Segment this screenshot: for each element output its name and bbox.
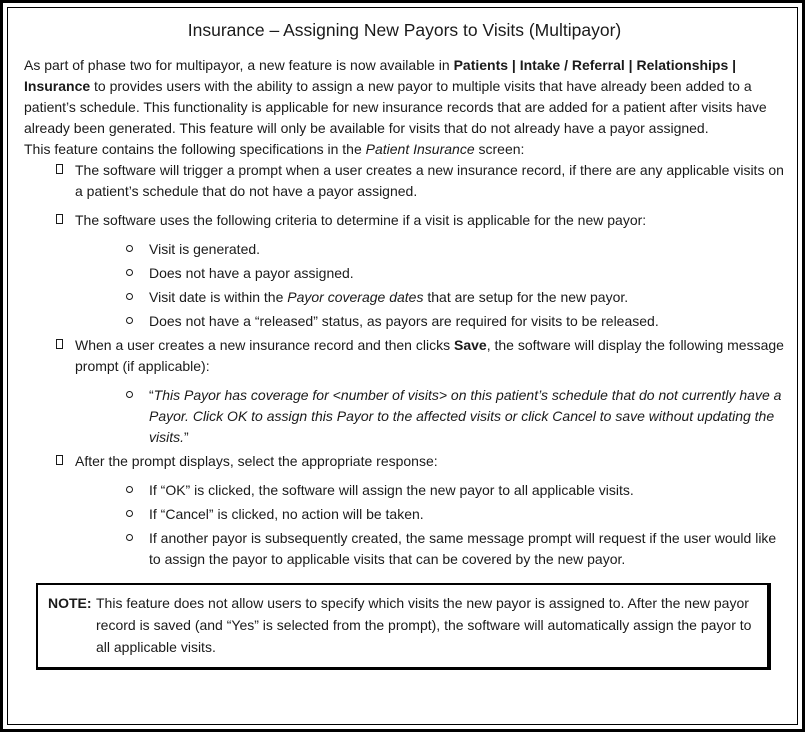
bullet-text — [149, 239, 785, 260]
text-segment: Save — [453, 337, 487, 353]
text-segment: Visit date is within the — [149, 289, 288, 305]
circle-bullet-icon — [126, 269, 133, 276]
bullet-text — [149, 263, 785, 284]
text-segment: Patient Insurance — [365, 141, 475, 157]
text-segment: When a user creates a new insurance record and then clicks — [75, 337, 454, 353]
bullet-glyph-column — [56, 210, 75, 231]
text-segment: The software will trigger a prompt when a user creates a new insurance record, if there are any applicable visits on a patient’s schedule that do not have a payor assigned. — [75, 162, 784, 199]
sub-bullet-item — [126, 287, 785, 308]
text-segment: This feature contains the following specifications in the — [24, 141, 366, 157]
note-box — [36, 583, 771, 670]
text-segment: ” — [184, 429, 189, 445]
circle-bullet-icon — [126, 510, 133, 517]
bullet-text — [75, 451, 785, 472]
bullet-glyph-column — [126, 263, 149, 284]
bullet-glyph-column — [126, 311, 149, 332]
bullet-glyph-column — [126, 385, 149, 448]
square-bullet-icon — [56, 339, 63, 349]
bullet-glyph-column — [126, 480, 149, 501]
circle-bullet-icon — [126, 245, 133, 252]
sub-bullet-item — [126, 385, 785, 448]
bullet-glyph-column — [126, 528, 149, 570]
bullet-item — [56, 160, 785, 202]
intro-paragraph — [24, 55, 785, 139]
bullet-text — [149, 385, 785, 448]
bullet-glyph-column — [56, 451, 75, 472]
note-text: This feature does not allow users to specify which visits the new payor is assigned to. After the new payor record is saved (and “Yes” is selected from the prompt), the software will automatically assign the payor to all applicable visits. — [96, 595, 752, 655]
sub-bullet-item — [126, 528, 785, 570]
text-segment: Patients | Intake / Referral | Relationships | Insurance — [24, 57, 737, 94]
sub-bullet-item — [126, 311, 785, 332]
sub-bullet-item — [126, 480, 785, 501]
circle-bullet-icon — [126, 486, 133, 493]
text-segment: This Payor has coverage for <number of visits> on this patient’s schedule that do not currently have a Payor. Click OK to assign this Payor to the affected visits or click Cancel to save without updating the visits. — [149, 387, 782, 445]
text-segment: to provides users with the ability to assign a new payor to multiple visits that have already been added to a patient’s schedule. This functionality is applicable for new insurance records that are added for a patient after visits have already been generated. This feature will only be available for visits that do not already have a payor assigned. — [24, 78, 767, 136]
spec-intro-paragraph — [24, 139, 785, 160]
spec-bullet-list — [24, 160, 785, 570]
bullet-glyph-column — [56, 160, 75, 202]
square-bullet-icon — [56, 455, 63, 465]
bullet-text — [149, 480, 785, 501]
bullet-glyph-column — [56, 335, 75, 377]
sub-bullet-item — [126, 504, 785, 525]
bullet-glyph-column — [126, 287, 149, 308]
bullet-glyph-column — [126, 504, 149, 525]
square-bullet-icon — [56, 164, 63, 174]
circle-bullet-icon — [126, 534, 133, 541]
bullet-text — [149, 528, 785, 570]
bullet-text — [149, 287, 785, 308]
square-bullet-icon — [56, 214, 63, 224]
text-segment: that are setup for the new payor. — [423, 289, 629, 305]
sub-bullet-item — [126, 239, 785, 260]
bullet-text — [75, 335, 785, 377]
circle-bullet-icon — [126, 293, 133, 300]
sub-bullet-item — [126, 263, 785, 284]
text-segment: As part of phase two for multipayor, a new feature is now available in — [24, 57, 454, 73]
text-segment: Payor coverage dates — [287, 289, 424, 305]
circle-bullet-icon — [126, 391, 133, 398]
text-segment: , the software will display the following message prompt (if applicable): — [75, 337, 784, 374]
bullet-item — [56, 335, 785, 377]
text-segment: “ — [149, 387, 154, 403]
text-segment: Visit is generated. — [149, 241, 261, 257]
page-title: Insurance – Assigning New Payors to Visits (Multipayor) — [187, 20, 622, 40]
bullet-text — [75, 210, 785, 231]
circle-bullet-icon — [126, 317, 133, 324]
document-inner-frame — [7, 7, 798, 725]
bullet-item — [56, 210, 785, 231]
text-segment: Does not have a “released” status, as payors are required for visits to be released. — [149, 313, 659, 329]
bullet-glyph-column — [126, 239, 149, 260]
text-segment: Does not have a payor assigned. — [149, 265, 354, 281]
text-segment: After the prompt displays, select the appropriate response: — [75, 453, 438, 469]
text-segment: If “OK” is clicked, the software will assign the new payor to all applicable visits. — [149, 482, 634, 498]
text-segment: If another payor is subsequently created, the same message prompt will request if the user would like to assign the payor to applicable visits that can be covered by the new payor. — [149, 530, 777, 567]
bullet-text — [149, 311, 785, 332]
bullet-text — [75, 160, 785, 202]
note-label: NOTE: — [48, 595, 92, 611]
text-segment: If “Cancel” is clicked, no action will be taken. — [149, 506, 424, 522]
bullet-item — [56, 451, 785, 472]
text-segment: The software uses the following criteria to determine if a visit is applicable for the new payor: — [75, 212, 647, 228]
bullet-text — [149, 504, 785, 525]
text-segment: screen: — [474, 141, 525, 157]
